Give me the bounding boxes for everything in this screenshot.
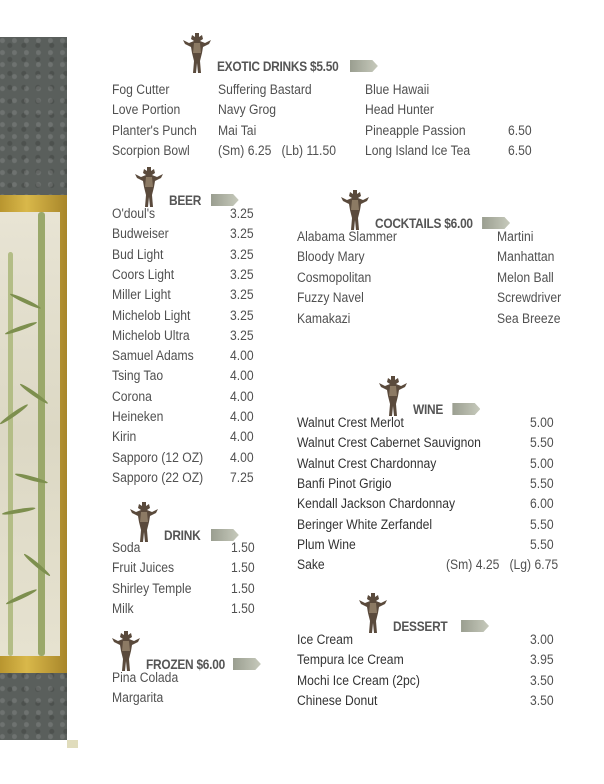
menu-item: Martini (497, 229, 534, 244)
arrow-icon (452, 403, 480, 415)
arrow-icon (482, 217, 510, 229)
bamboo-painting (0, 212, 60, 656)
menu-item-price: (Sm) 4.25 (Lg) 6.75 (446, 557, 559, 572)
menu-item-price: 1.50 (231, 580, 255, 596)
menu-item: Planter's Punch (112, 123, 197, 138)
menu-item-price: 4.00 (230, 388, 254, 404)
menu-item: Michelob Light (112, 307, 191, 323)
menu-item-price: 3.25 (230, 266, 254, 282)
menu-item: Fruit Juices (112, 560, 175, 576)
dessert-title: DESSERT (393, 618, 448, 634)
tiki-figure-icon (377, 374, 409, 418)
menu-item-price: 6.00 (530, 496, 554, 512)
drink-title: DRINK (164, 527, 201, 543)
menu-item-price: 6.50 (508, 143, 532, 158)
exotic-drinks-title: EXOTIC DRINKS $5.50 (217, 58, 339, 74)
menu-item-price: 5.00 (530, 415, 554, 430)
menu-item-price: 3.25 (230, 226, 254, 242)
menu-item: Walnut Crest Cabernet Sauvignon (297, 435, 481, 451)
menu-item-price: 3.25 (230, 246, 254, 262)
frozen-heading (110, 629, 261, 673)
menu-item: Manhattan (497, 249, 555, 264)
menu-item: Melon Ball (497, 270, 554, 285)
menu-item: Coors Light (112, 266, 175, 282)
menu-item-price: 1.50 (231, 600, 255, 616)
tiki-figure-icon (110, 629, 142, 673)
menu-item-price: (Sm) 6.25 (Lb) 11.50 (218, 143, 336, 158)
menu-item: Shirley Temple (112, 580, 192, 596)
menu-item: Screwdriver (497, 290, 562, 305)
menu-item: Sea Breeze (497, 311, 561, 326)
menu-item: Suffering Bastard (218, 82, 312, 97)
arrow-icon (233, 658, 261, 670)
menu-item: Scorpion Bowl (112, 143, 190, 158)
cocktails-title: COCKTAILS $6.00 (375, 215, 473, 231)
tiki-figure-icon (339, 188, 371, 232)
menu-item: Ice Cream (297, 632, 354, 647)
menu-item: Kendall Jackson Chardonnay (297, 496, 456, 512)
menu-item: Pineapple Passion (365, 123, 466, 138)
menu-item: Walnut Crest Chardonnay (297, 455, 437, 471)
menu-item: Beringer White Zerfandel (297, 516, 433, 532)
menu-item: Chinese Donut (297, 692, 378, 708)
beer-title: BEER (169, 192, 202, 208)
menu-item: Fog Cutter (112, 82, 170, 97)
menu-item: Mai Tai (218, 123, 257, 138)
menu-item: Long Island Ice Tea (365, 143, 471, 158)
menu-item-price: 1.50 (231, 540, 255, 555)
menu-item: Sapporo (12 OZ) (112, 449, 204, 465)
menu-item-price: 7.25 (230, 469, 254, 485)
menu-item-price: 3.50 (530, 692, 554, 708)
menu-item: Navy Grog (218, 102, 277, 117)
menu-item: Kirin (112, 429, 137, 445)
menu-item-price: 4.00 (230, 368, 254, 384)
menu-item: Soda (112, 540, 141, 555)
menu-item-price: 5.00 (530, 455, 554, 471)
scroll-bottom-tab (67, 740, 78, 748)
menu-item: Sake (297, 557, 325, 572)
beer-heading (133, 165, 239, 209)
menu-item-price: 1.50 (231, 560, 255, 576)
cocktails-heading (339, 188, 510, 232)
menu-item: Tempura Ice Cream (297, 652, 404, 668)
menu-item-price: 5.50 (530, 536, 554, 552)
menu-item: Michelob Ultra (112, 327, 190, 343)
tiki-figure-icon (133, 165, 165, 209)
tiki-figure-icon (128, 500, 160, 544)
menu-item: Cosmopolitan (297, 270, 372, 285)
menu-item: Fuzzy Navel (297, 290, 364, 305)
wine-heading (377, 374, 480, 418)
tiki-figure-icon (357, 591, 389, 635)
menu-item: Sapporo (22 OZ) (112, 469, 204, 485)
menu-item: Mochi Ice Cream (2pc) (297, 672, 420, 688)
menu-item-price: 4.00 (230, 429, 254, 445)
menu-item: Milk (112, 600, 134, 616)
menu-item: Walnut Crest Merlot (297, 415, 404, 430)
menu-item: Heineken (112, 409, 164, 424)
menu-item-price: 3.25 (230, 327, 254, 343)
menu-item-price: 3.25 (230, 287, 254, 303)
menu-item: Samuel Adams (112, 348, 194, 364)
menu-item-price: 6.50 (508, 123, 532, 138)
menu-item-price: 5.50 (530, 516, 554, 532)
arrow-icon (461, 620, 489, 632)
menu-item-price: 4.00 (230, 409, 254, 424)
menu-item: Budweiser (112, 226, 169, 242)
menu-item: Bud Light (112, 246, 164, 262)
menu-item: Pina Colada (112, 670, 179, 685)
frozen-title: FROZEN $6.00 (146, 656, 225, 672)
menu-item-price: 3.25 (230, 307, 254, 323)
menu-item-price: 3.25 (230, 206, 254, 221)
menu-item-price: 5.50 (530, 475, 554, 491)
menu-item: Margarita (112, 690, 164, 705)
menu-item: Miller Light (112, 287, 171, 303)
menu-item: Corona (112, 388, 152, 404)
menu-item: Banfi Pinot Grigio (297, 475, 392, 491)
menu-item: O'doul's (112, 206, 156, 221)
menu-item: Plum Wine (297, 536, 356, 552)
menu-item: Alabama Slammer (297, 229, 397, 244)
menu-item-price: 4.00 (230, 348, 254, 364)
exotic-drinks-heading (181, 31, 378, 75)
menu-item: Kamakazi (297, 311, 351, 326)
arrow-icon (211, 194, 239, 206)
menu-item-price: 4.00 (230, 449, 254, 465)
menu-item-price: 3.00 (530, 632, 554, 647)
menu-item-price: 3.95 (530, 652, 554, 668)
menu-item-price: 3.50 (530, 672, 554, 688)
drink-heading (128, 500, 239, 544)
menu-item: Head Hunter (365, 102, 434, 117)
menu-item: Love Portion (112, 102, 181, 117)
menu-item: Tsing Tao (112, 368, 164, 384)
arrow-icon (350, 60, 378, 72)
menu-item: Bloody Mary (297, 249, 365, 264)
menu-item-price: 5.50 (530, 435, 554, 451)
tiki-figure-icon (181, 31, 213, 75)
menu-item: Blue Hawaii (365, 82, 430, 97)
dessert-heading (357, 591, 489, 635)
wine-title: WINE (413, 401, 444, 417)
